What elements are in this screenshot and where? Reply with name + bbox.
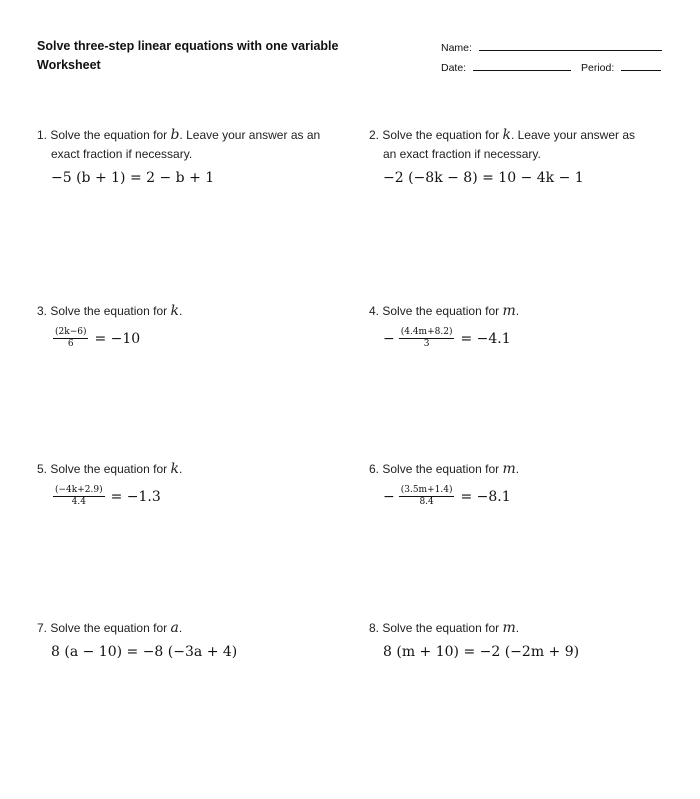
prompt-text: Solve the equation for: [382, 304, 500, 318]
prompt-variable: m: [502, 303, 516, 319]
problem-3: [37, 302, 337, 350]
equation: 8 (a − 10) = −8 (−3a + 4): [51, 644, 238, 660]
prompt-variable: k: [170, 303, 179, 319]
date-field[interactable]: [441, 62, 571, 74]
prompt-suffix: . Leave your answer as an: [179, 128, 321, 142]
equation: −2 (−8k − 8) = 10 − 4k − 1: [383, 170, 584, 186]
prompt-text: Solve the equation for: [382, 462, 500, 476]
prompt-suffix: .: [515, 304, 520, 318]
prompt-suffix: . Leave your answer as: [510, 128, 636, 142]
problem-number: 3.: [37, 304, 48, 318]
problem-number: 5.: [37, 462, 48, 476]
date-line[interactable]: [473, 69, 571, 71]
problem-number: 1.: [37, 128, 48, 142]
problem-prompt: [369, 302, 669, 321]
title-line-2: Worksheet: [37, 58, 101, 72]
problem-prompt: [369, 460, 669, 479]
period-line[interactable]: [621, 69, 661, 71]
prompt-variable: k: [502, 127, 511, 143]
problem-7: [37, 619, 337, 660]
prompt-variable: a: [170, 620, 179, 636]
prompt-variable: m: [502, 461, 516, 477]
prompt-variable: k: [170, 461, 179, 477]
equation-rhs: = −1.3: [110, 488, 161, 505]
problem-1: [37, 126, 337, 186]
prompt-text: Solve the equation for: [50, 304, 168, 318]
prompt-variable: m: [502, 620, 516, 636]
denominator: 3: [423, 339, 430, 349]
problem-prompt: [37, 619, 337, 638]
prompt-text: Solve the equation for: [50, 462, 168, 476]
prompt-variable: b: [170, 127, 180, 143]
numerator: (−4k+2.9): [55, 485, 103, 495]
date-label: Date:: [441, 62, 467, 74]
equation-rhs: = −10: [94, 330, 141, 347]
prompt-text: Solve the equation for: [50, 128, 168, 142]
fraction: [399, 485, 455, 508]
negative-sign: −: [383, 330, 395, 347]
equation: −5 (b + 1) = 2 − b + 1: [51, 170, 215, 186]
prompt-suffix: .: [178, 304, 183, 318]
period-field[interactable]: [581, 62, 661, 74]
problem-number: 4.: [369, 304, 380, 318]
problem-prompt: [369, 126, 669, 164]
denominator: 4.4: [71, 497, 86, 507]
problem-prompt: [369, 619, 669, 638]
problem-number: 7.: [37, 621, 48, 635]
equation: [37, 485, 337, 508]
prompt-suffix: .: [515, 621, 520, 635]
problem-6: [369, 460, 669, 508]
fraction: [53, 485, 105, 508]
numerator: (4.4m+8.2): [400, 327, 453, 337]
name-field[interactable]: [441, 42, 662, 54]
period-label: Period:: [581, 62, 615, 74]
prompt-suffix: .: [178, 462, 183, 476]
numerator: (2k−6): [55, 327, 87, 337]
problem-4: [369, 302, 669, 350]
equation-rhs: = −4.1: [460, 330, 511, 347]
problem-prompt: [37, 126, 337, 164]
prompt-text: Solve the equation for: [50, 621, 168, 635]
problem-8: [369, 619, 669, 660]
fraction: [53, 327, 88, 350]
prompt-suffix-line2: an exact fraction if necessary.: [383, 147, 541, 161]
prompt-text: Solve the equation for: [382, 128, 500, 142]
problem-5: [37, 460, 337, 508]
problem-number: 2.: [369, 128, 380, 142]
equation: 8 (m + 10) = −2 (−2m + 9): [383, 644, 580, 660]
denominator: 8.4: [419, 497, 434, 507]
equation: [37, 327, 337, 350]
name-label: Name:: [441, 42, 472, 54]
numerator: (3.5m+1.4): [400, 485, 453, 495]
problem-2: [369, 126, 669, 186]
denominator: 6: [67, 339, 74, 349]
prompt-suffix-line2: exact fraction if necessary.: [51, 147, 193, 161]
negative-sign: −: [383, 488, 395, 505]
equation: [369, 485, 669, 508]
problem-prompt: [37, 460, 337, 479]
prompt-suffix: .: [515, 462, 520, 476]
title-line-1: Solve three-step linear equations with one variable: [37, 39, 339, 53]
name-line[interactable]: [479, 49, 662, 51]
problem-prompt: [37, 302, 337, 321]
equation-rhs: = −8.1: [460, 488, 511, 505]
prompt-text: Solve the equation for: [382, 621, 500, 635]
equation: [369, 327, 669, 350]
problem-number: 6.: [369, 462, 380, 476]
problem-number: 8.: [369, 621, 380, 635]
fraction: [399, 327, 455, 350]
prompt-suffix: .: [178, 621, 183, 635]
